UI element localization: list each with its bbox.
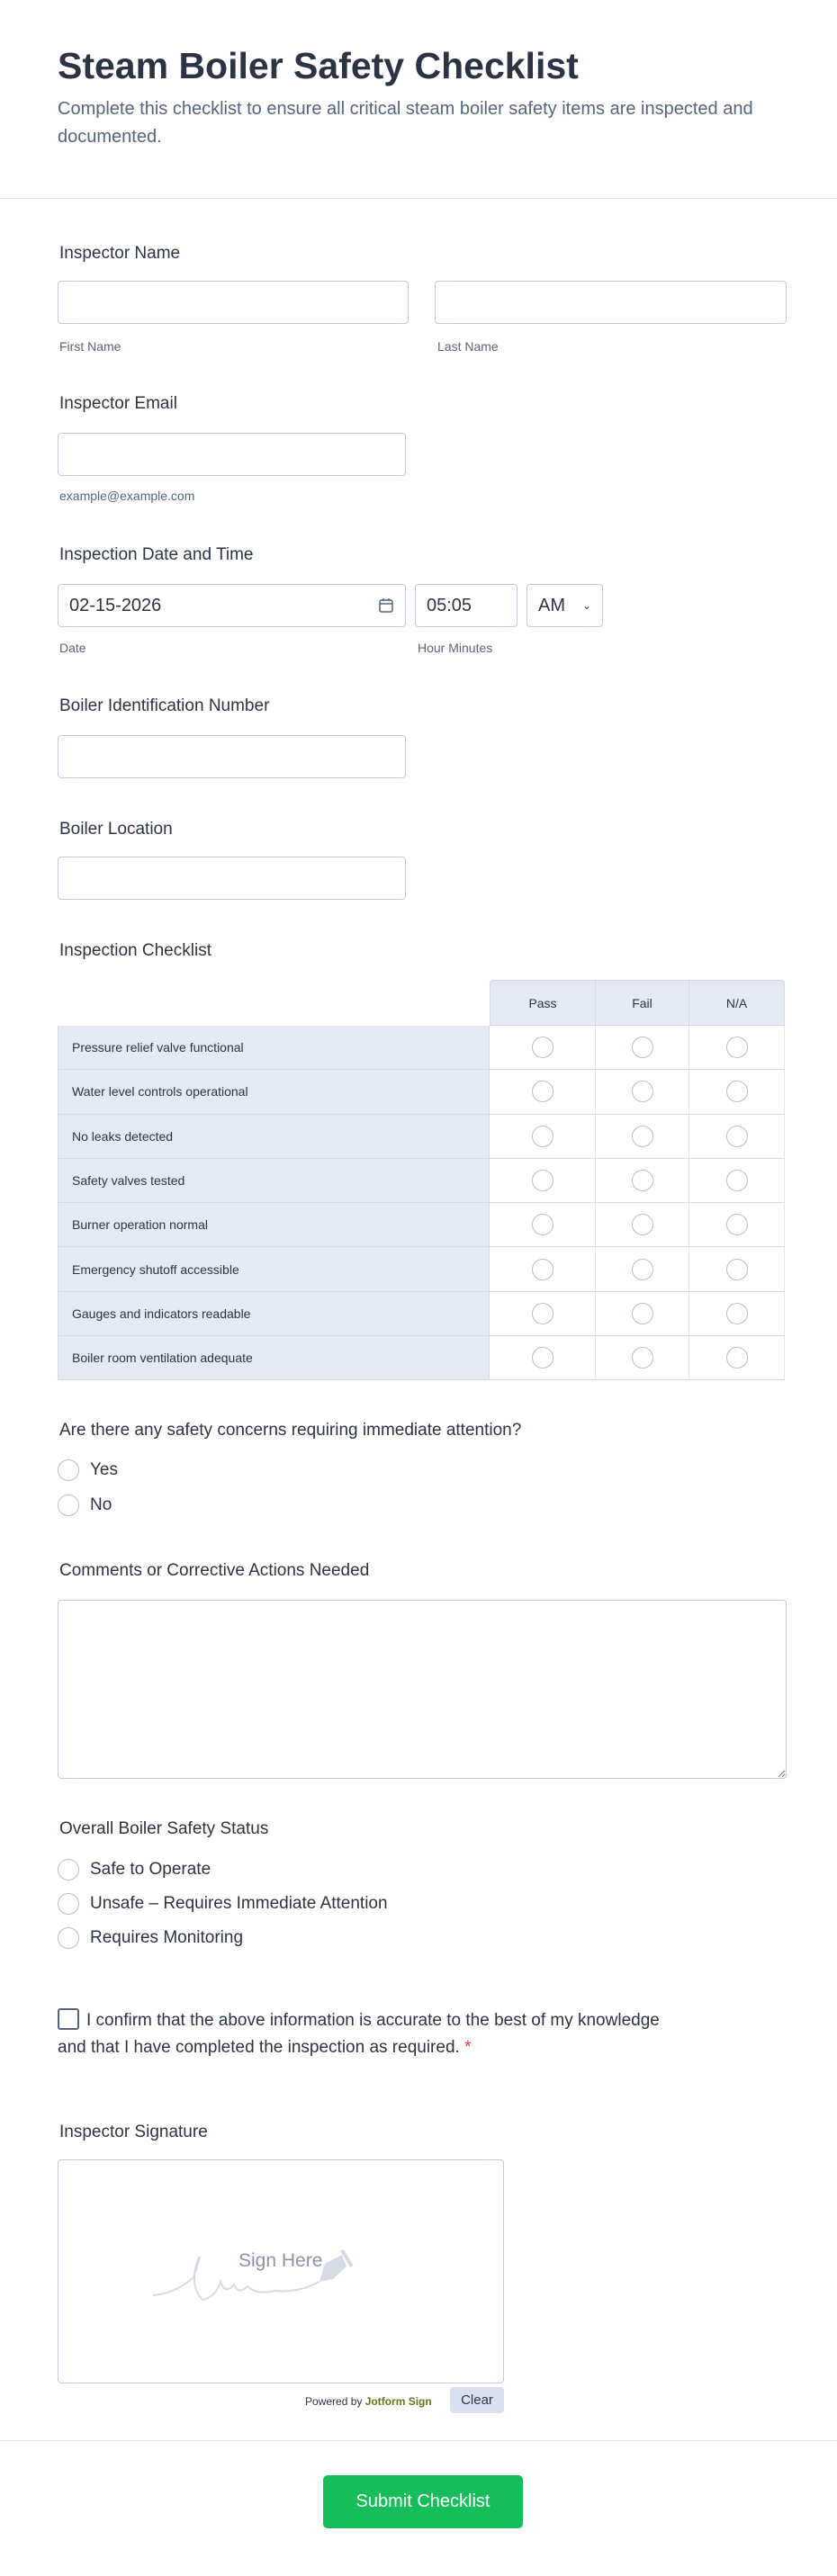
footer-divider [0,2440,837,2441]
radio-pass[interactable] [532,1259,554,1280]
matrix-row [58,1203,785,1247]
row-label: Water level controls operational [58,1070,490,1114]
clear-signature-button[interactable]: Clear [450,2387,504,2413]
matrix-row [58,1115,785,1159]
radio-fail[interactable] [632,1126,653,1147]
checklist-matrix [58,980,785,1380]
radio[interactable] [58,1459,79,1481]
radio-fail[interactable] [632,1081,653,1102]
cell-pass[interactable] [490,1026,596,1070]
checklist-label: Inspection Checklist [59,941,212,960]
row-label: Burner operation normal [58,1203,490,1247]
radio-fail[interactable] [632,1303,653,1324]
radio-pass[interactable] [532,1214,554,1235]
ampm-value: AM [538,595,565,615]
cell-fail[interactable] [596,1026,689,1070]
powered-by [305,2395,432,2408]
cell-pass[interactable] [490,1292,596,1336]
last-name-input[interactable] [435,281,787,324]
cell-fail[interactable] [596,1159,689,1203]
email-hint: example@example.com [59,489,195,503]
matrix-corner [58,980,490,1026]
row-label: No leaks detected [58,1115,490,1159]
time-value: 05:05 [427,595,472,615]
radio[interactable] [58,1927,79,1949]
radio-pass[interactable] [532,1170,554,1191]
date-input[interactable] [58,584,406,627]
matrix-row [58,1026,785,1070]
radio-pass[interactable] [532,1081,554,1102]
signature-pen-icon [148,2241,418,2313]
confirm-text: I confirm that the above information is accurate to the best of my knowledge and that I have completed the inspection as required. [58,2011,660,2057]
cell-na[interactable] [689,1292,785,1336]
column-na: N/A [689,980,785,1026]
column-pass: Pass [490,980,596,1026]
radio-fail[interactable] [632,1170,653,1191]
calendar-icon[interactable] [378,597,394,614]
chevron-down-icon: ⌄ [581,599,591,612]
cell-fail[interactable] [596,1247,689,1291]
radio[interactable] [58,1494,79,1516]
cell-na[interactable] [689,1336,785,1380]
inspector-email-label: Inspector Email [59,394,177,413]
status-option-safe[interactable] [58,1859,211,1880]
status-option-monitoring[interactable] [58,1927,243,1949]
cell-fail[interactable] [596,1292,689,1336]
cell-na[interactable] [689,1026,785,1070]
row-label: Safety valves tested [58,1159,490,1203]
radio-na[interactable] [726,1081,748,1102]
confirm-checkbox[interactable] [58,2008,79,2030]
cell-fail[interactable] [596,1203,689,1247]
cell-pass[interactable] [490,1070,596,1114]
cell-pass[interactable] [490,1115,596,1159]
boiler-id-input[interactable] [58,735,406,778]
required-mark: * [464,2038,472,2057]
ampm-select[interactable] [526,584,603,627]
cell-pass[interactable] [490,1203,596,1247]
radio-na[interactable] [726,1170,748,1191]
matrix-row [58,1336,785,1380]
option-no[interactable] [58,1494,112,1516]
radio-pass[interactable] [532,1037,554,1058]
radio-na[interactable] [726,1259,748,1280]
radio-fail[interactable] [632,1259,653,1280]
radio-pass[interactable] [532,1347,554,1369]
option-label: Unsafe – Requires Immediate Attention [90,1894,388,1913]
status-option-unsafe[interactable] [58,1893,388,1915]
boiler-location-label: Boiler Location [59,820,173,839]
comments-textarea[interactable] [58,1600,787,1779]
row-label: Emergency shutoff accessible [58,1247,490,1291]
option-label: Safe to Operate [90,1860,212,1879]
radio-na[interactable] [726,1126,748,1147]
option-label: Yes [90,1460,118,1479]
radio-fail[interactable] [632,1347,653,1369]
cell-pass[interactable] [490,1336,596,1380]
option-yes[interactable] [58,1459,118,1481]
option-label: Requires Monitoring [90,1928,244,1947]
email-input[interactable] [58,433,406,476]
page-title: Steam Boiler Safety Checklist [58,45,579,86]
radio-fail[interactable] [632,1214,653,1235]
inspection-datetime-label: Inspection Date and Time [59,545,254,564]
row-label: Pressure relief valve functional [58,1026,490,1070]
radio-na[interactable] [726,1214,748,1235]
signature-pad[interactable] [58,2159,504,2383]
cell-na[interactable] [689,1115,785,1159]
powered-by-text: Powered by [305,2395,363,2408]
boiler-id-label: Boiler Identification Number [59,696,270,715]
first-name-sublabel: First Name [59,339,122,354]
header-divider [0,198,837,199]
cell-fail[interactable] [596,1115,689,1159]
cell-pass[interactable] [490,1159,596,1203]
matrix-row [58,1159,785,1203]
matrix-row [58,1070,785,1114]
cell-fail[interactable] [596,1070,689,1114]
cell-fail[interactable] [596,1336,689,1380]
first-name-input[interactable] [58,281,409,324]
date-value: 02-15-2026 [69,595,162,615]
jotform-sign-logo: Jotform Sign [364,2395,432,2408]
cell-na[interactable] [689,1159,785,1203]
cell-na[interactable] [689,1247,785,1291]
row-label: Gauges and indicators readable [58,1292,490,1336]
matrix-row [58,1292,785,1336]
boiler-location-input[interactable] [58,857,406,900]
row-label: Boiler room ventilation adequate [58,1336,490,1380]
last-name-sublabel: Last Name [437,339,499,354]
radio[interactable] [58,1893,79,1915]
cell-na[interactable] [689,1070,785,1114]
submit-button[interactable]: Submit Checklist [323,2475,523,2528]
page-subtitle: Complete this checklist to ensure all critical steam boiler safety items are inspected and documented. [58,99,753,147]
cell-na[interactable] [689,1203,785,1247]
signature-placeholder: Sign Here [238,2250,323,2271]
confirm-checkbox-field[interactable] [58,2007,670,2061]
signature-label: Inspector Signature [59,2123,208,2141]
comments-label: Comments or Corrective Actions Needed [59,1561,370,1580]
matrix-row [58,1247,785,1291]
cell-pass[interactable] [490,1247,596,1291]
time-sublabel: Hour Minutes [418,641,493,655]
radio-na[interactable] [726,1303,748,1324]
radio-na[interactable] [726,1037,748,1058]
radio-pass[interactable] [532,1126,554,1147]
radio[interactable] [58,1859,79,1880]
time-input[interactable] [415,584,518,627]
inspector-name-label: Inspector Name [59,244,181,263]
option-label: No [90,1495,112,1514]
status-label: Overall Boiler Safety Status [59,1819,269,1838]
date-sublabel: Date [59,641,86,655]
radio-pass[interactable] [532,1303,554,1324]
radio-na[interactable] [726,1347,748,1369]
radio-fail[interactable] [632,1037,653,1058]
column-fail: Fail [596,980,689,1026]
safety-concerns-label: Are there any safety concerns requiring immediate attention? [59,1421,522,1440]
